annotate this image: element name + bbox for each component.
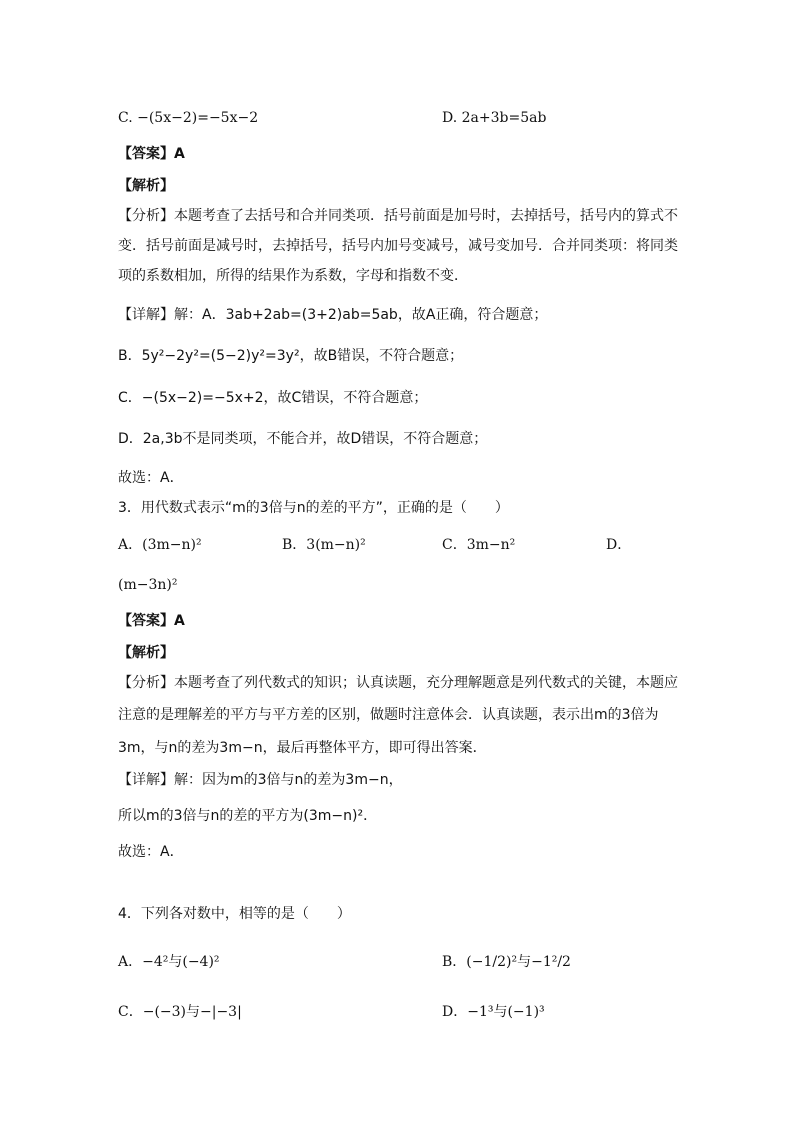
q3-option-d-label: D． (606, 537, 632, 553)
q3-detail-1: 【详解】解：因为m的3倍与n的差为3m−n， (118, 772, 403, 788)
q4-stem: 4．下列各对数中，相等的是（ ） (118, 906, 351, 922)
q3-stem: 3．用代数式表示“m的3倍与n的差的平方”，正确的是（ ） (118, 500, 509, 516)
q3-analysis-line-3: 3m，与n的差为3m−n，最后再整体平方，即可得出答案． (118, 740, 487, 756)
q3-jiexi-heading: 【解析】 (118, 645, 174, 661)
q3-option-a: A．(3m−n)² (118, 537, 202, 553)
q3-answer: 【答案】A (118, 613, 185, 629)
q4-option-a: A．−4²与(−4)² (118, 954, 220, 970)
q2-analysis-line-3: 项的系数相加，所得的结果作为系数，字母和指数不变． (118, 268, 468, 284)
q2-answer: 【答案】A (118, 146, 185, 162)
q3-detail-2: 所以m的3倍与n的差的平方为(3m−n)²． (118, 808, 378, 824)
q2-detail-b: B．5y²−2y²=(5−2)y²=3y²，故B错误，不符合题意； (118, 348, 464, 364)
q3-option-c: C．3m−n² (442, 537, 516, 553)
q3-analysis-line-1: 【分析】本题考查了列代数式的知识；认真读题，充分理解题意是列代数式的关键，本题应 (118, 675, 678, 691)
q2-analysis-line-2: 变．括号前面是减号时，去掉括号，括号内加号变减号，减号变加号．合并同类项：将同类 (118, 238, 678, 254)
q4-option-b: B．(−1/2)²与−1²/2 (442, 954, 571, 970)
q2-option-c: C. −(5x−2)=−5x−2 (118, 110, 259, 126)
q2-option-d: D. 2a+3b=5ab (442, 110, 547, 126)
q2-jiexi-heading: 【解析】 (118, 178, 174, 194)
q2-analysis-line-1: 【分析】本题考查了去括号和合并同类项．括号前面是加号时，去掉括号，括号内的算式不 (118, 208, 678, 224)
q2-detail-d: D．2a,3b不是同类项，不能合并，故D错误，不符合题意； (118, 431, 488, 447)
q2-choose: 故选：A． (118, 470, 184, 486)
q4-option-c: C．−(−3)与−|−3| (118, 1004, 242, 1020)
q3-choose: 故选：A． (118, 844, 184, 860)
q3-analysis-line-2: 注意的是理解差的平方与平方差的区别，做题时注意体会．认真读题，表示出m的3倍为 (118, 707, 659, 723)
q2-detail-a: 【详解】解：A．3ab+2ab=(3+2)ab=5ab，故A正确，符合题意； (118, 307, 548, 323)
q4-option-d: D．−1³与(−1)³ (442, 1004, 545, 1020)
q3-option-b: B．3(m−n)² (282, 537, 366, 553)
q2-detail-c: C．−(5x−2)=−5x+2，故C错误，不符合题意； (118, 390, 428, 406)
q3-option-d-expr: (m−3n)² (118, 577, 178, 593)
